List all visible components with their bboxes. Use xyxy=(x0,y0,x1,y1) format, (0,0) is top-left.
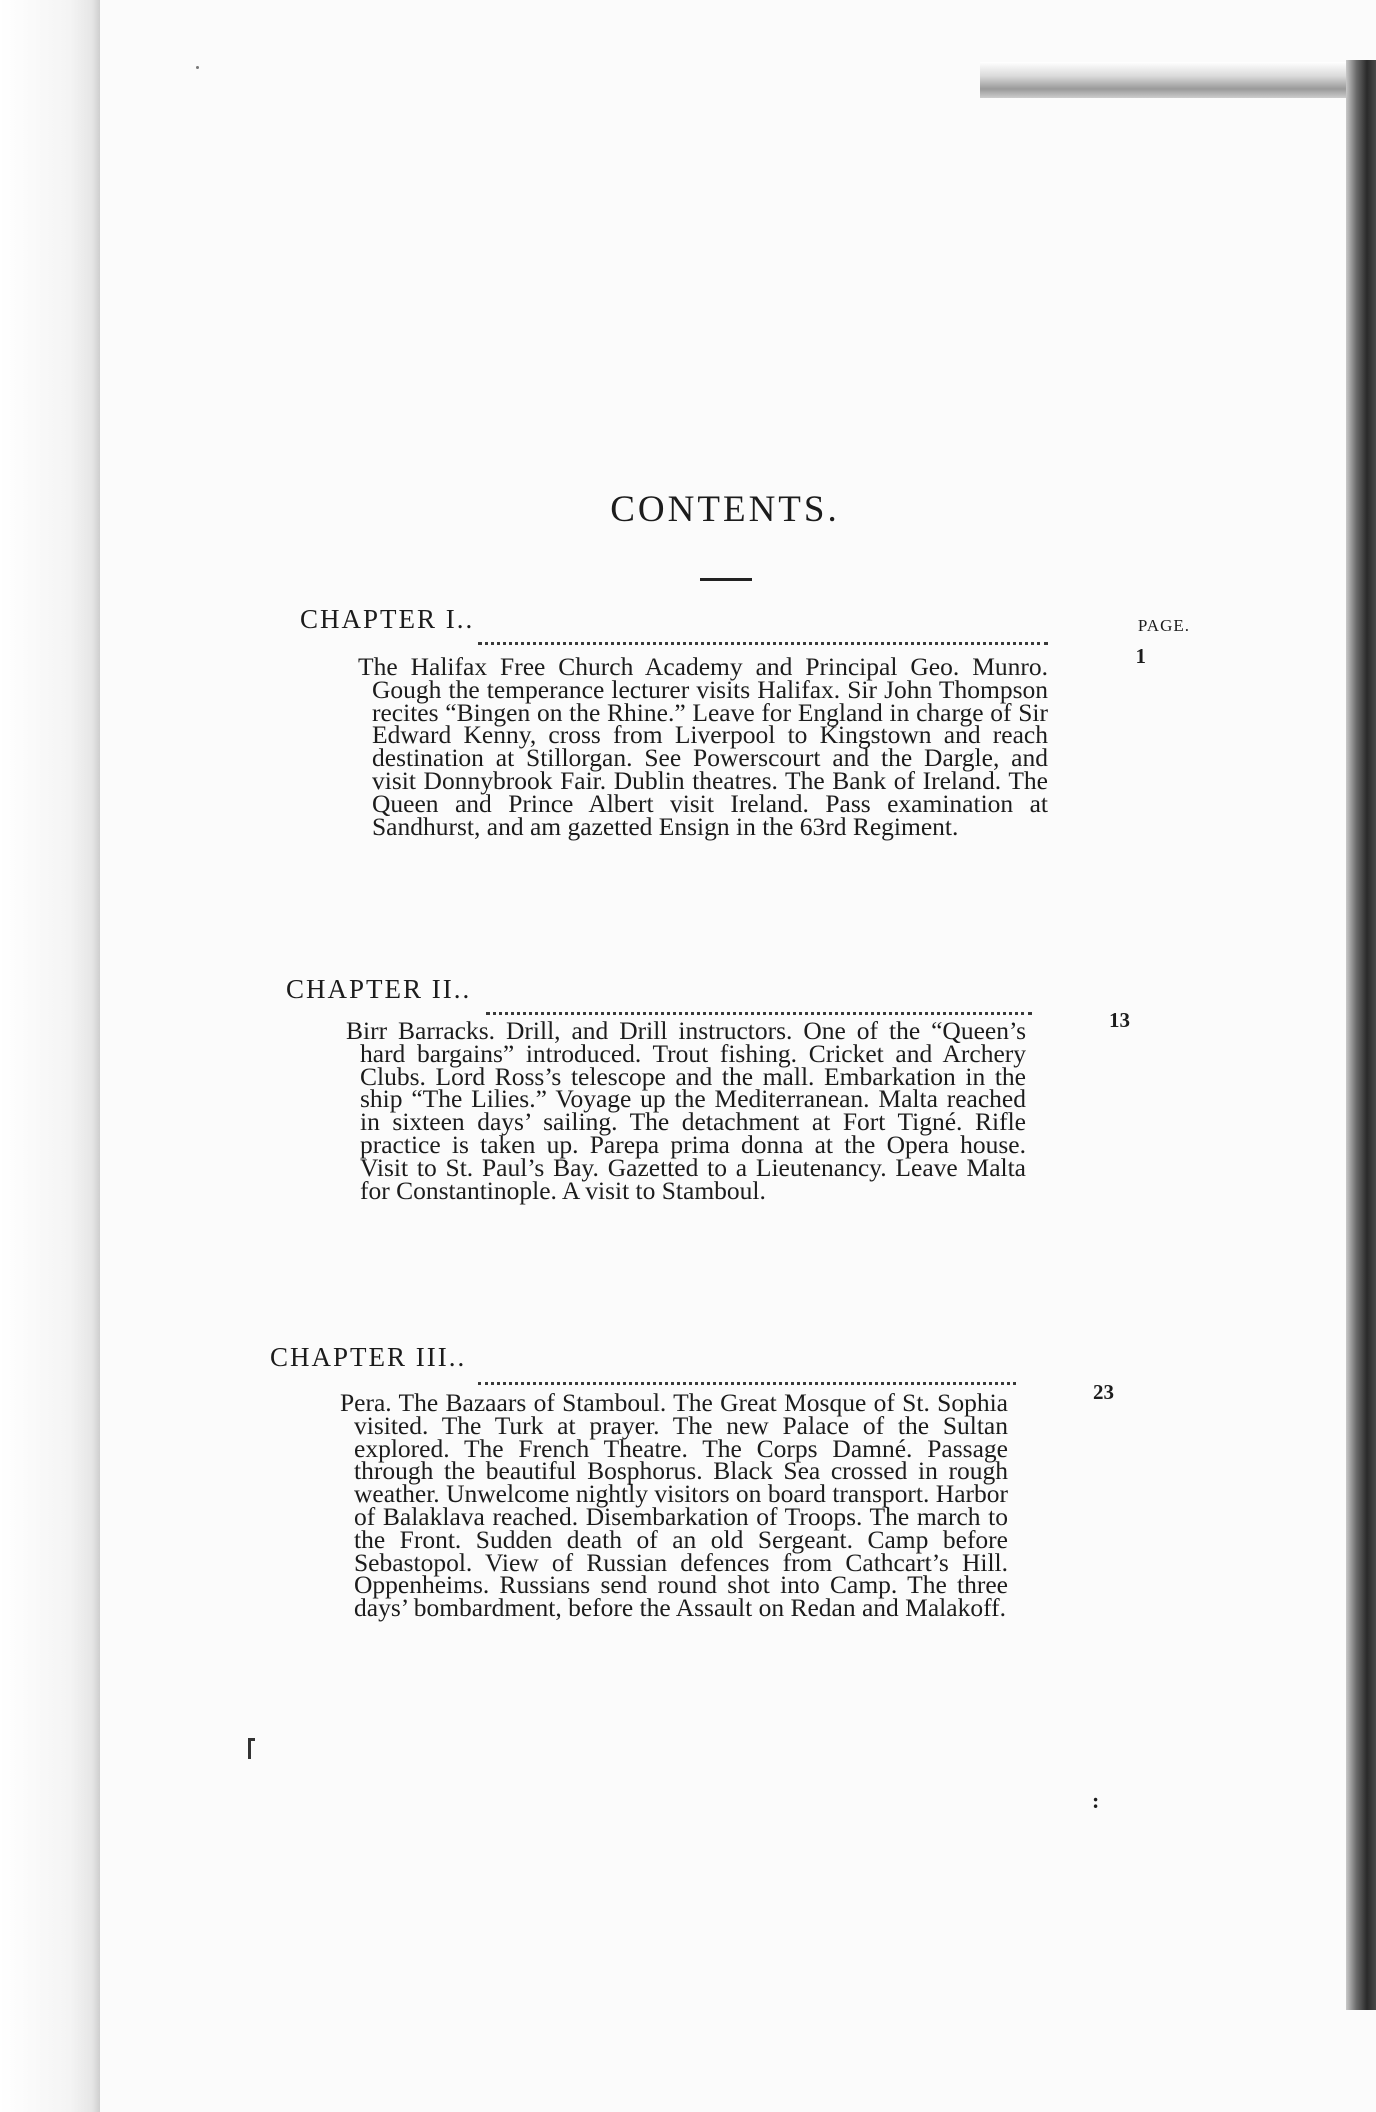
page-title: CONTENTS. xyxy=(610,489,840,530)
dot-leaders xyxy=(486,1012,1032,1015)
chapter-page-number: 13 xyxy=(1109,1008,1130,1032)
chapter-summary: The Halifax Free Church Academy and Principal Geo. Munro. Gough the temperance lecturer visits Halifax. Sir John Thompson recites “Bingen on the Rhine.” Leave for England in charge of Sir Edward Kenny, cross from Liverpool to Kingstown and reach destination at Stillorgan. See Powerscourt and the Dargle, and visit Donnybrook Fair. Dublin theatres. The Bank of Ireland. The Queen and Prince Albert visit Ireland. Pass examination at Sandhurst, and am gazetted Ensign in the 63rd Regiment. xyxy=(358,652,1048,841)
page-gutter xyxy=(0,0,100,2112)
chapter-page-number: 23 xyxy=(1093,1380,1114,1404)
chapter-heading: CHAPTER III.. xyxy=(270,1342,467,1372)
printer-corner-mark xyxy=(248,1738,255,1759)
page-column-label: PAGE. xyxy=(1137,616,1190,635)
top-page-edge xyxy=(980,62,1376,98)
paper-speck xyxy=(196,66,199,69)
chapter-heading: CHAPTER II.. xyxy=(286,974,472,1004)
chapter-summary: Birr Barracks. Drill, and Drill instructors. One of the “Queen’s hard bargains” introduced. Trout fishing. Cricket and Archery Clubs. Lord Ross’s telescope and the mall. Embarkation in the ship “The Lilies.” Voyage up the Mediterranean. Malta reached in sixteen days’ sailing. The detachment at Fort Tigné. Rifle practice is taken up. Parepa prima donna at the Opera house. Visit to St. Paul’s Bay. Gazetted to a Lieutenancy. Leave Malta for Constantinople. A visit to Stamboul. xyxy=(346,1016,1026,1205)
chapter-heading: CHAPTER I.. xyxy=(300,604,475,634)
chapter-page-number: 1 xyxy=(1135,644,1146,668)
dot-leaders xyxy=(478,1382,1016,1385)
title-rule xyxy=(700,578,752,581)
right-page-edge xyxy=(1346,60,1376,2010)
chapter-summary: Pera. The Bazaars of Stamboul. The Great Mosque of St. Sophia visited. The Turk at prayer. The new Palace of the Sultan explored. The French Theatre. The Corps Damné. Passage through the beautiful Bosphorus. Black Sea crossed in rough weather. Unwelcome nightly visitors on board transport. Harbor of Balaklava reached. Disembarkation of Troops. The march to the Front. Sudden death of an old Sergeant. Camp before Sebastopol. View of Russian defences from Cathcart’s Hill. Oppenheims. Russians send round shot into Camp. The three days’ bombardment, before the Assault on Redan and Malakoff. xyxy=(340,1388,1008,1623)
margin-mark: : xyxy=(1092,1788,1100,1813)
dot-leaders xyxy=(478,642,1048,645)
